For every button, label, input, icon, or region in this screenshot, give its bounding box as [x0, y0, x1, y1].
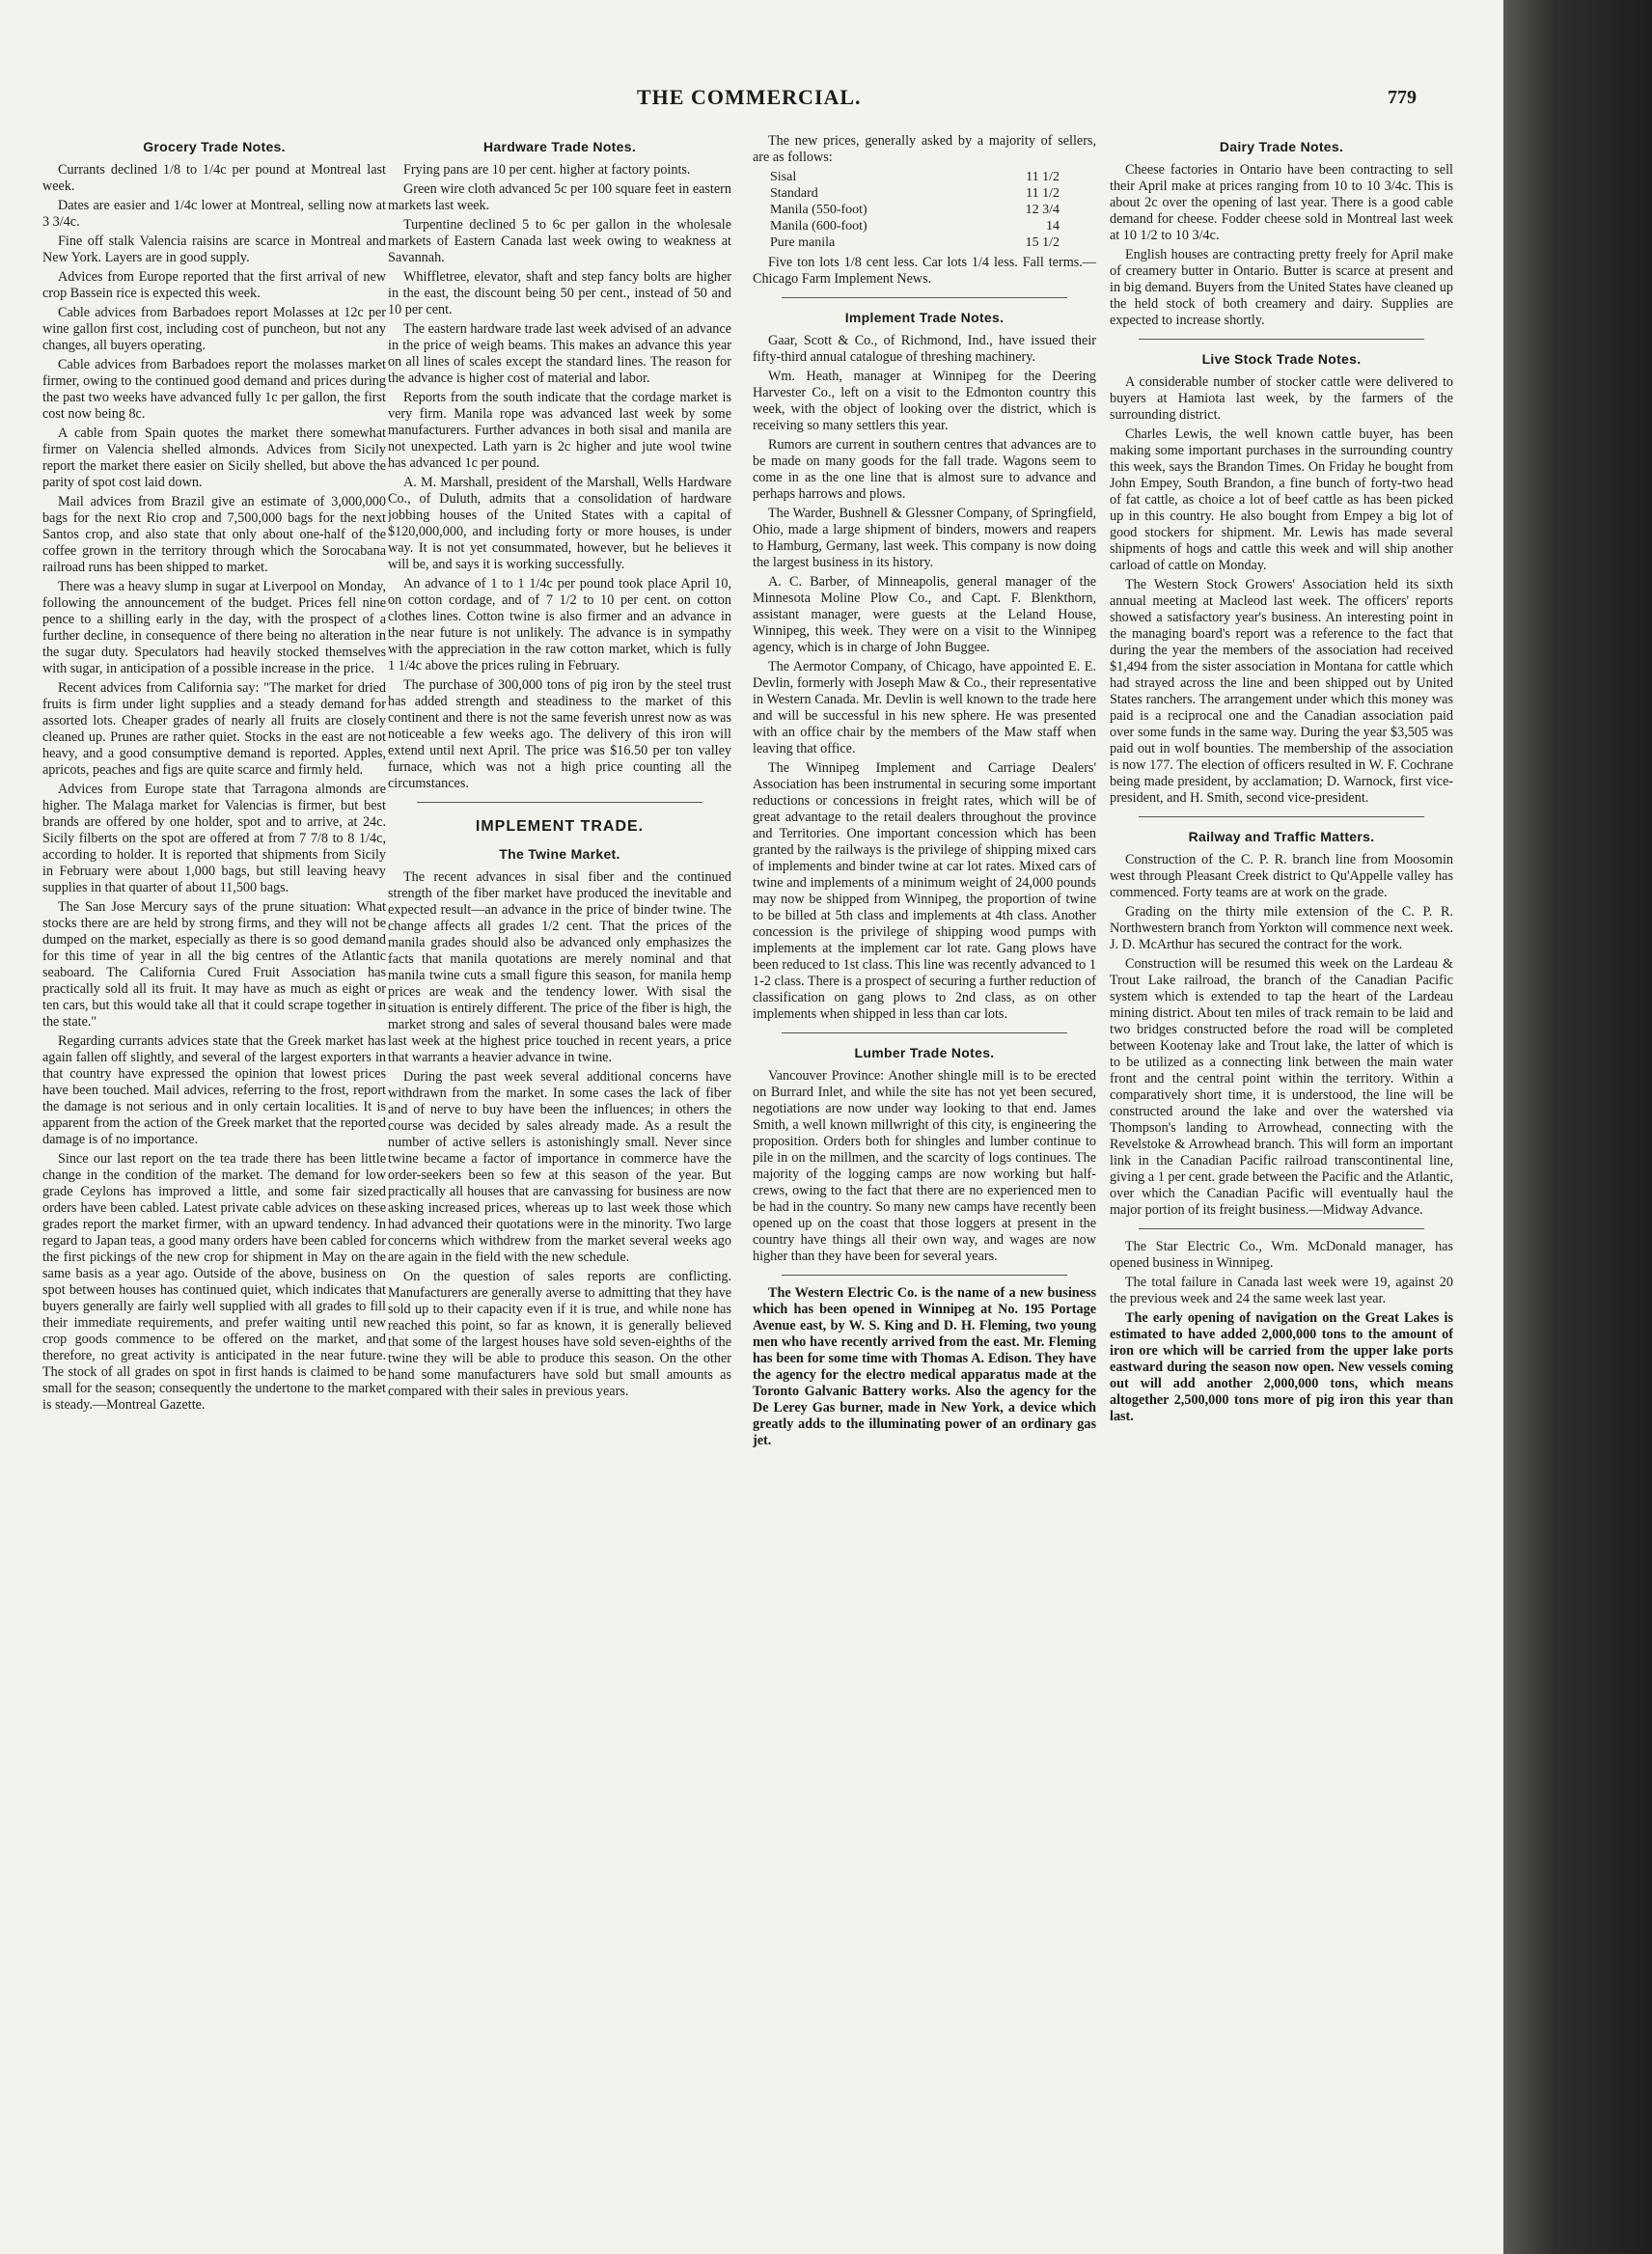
running-head	[0, 85, 1503, 114]
paragraph: A. C. Barber, of Minneapolis, general manager of the Minnesota Moline Plow Co., and Capt. F. Blenkthorn, assistant manager, were guests at the Leland House, Winnipeg, this week. They were on a visit to the Winnipeg agency, which is in charge of John Buggee.	[753, 574, 1096, 655]
paragraph: Cheese factories in Ontario have been contracting to sell their April make at prices ranging from 10 to 10 3/4c. This is about 2c over the opening of last year. There is a good cable demand for cheese. Fodder cheese sold in Montreal last week at 10 1/2 to 10 3/4c.	[1110, 162, 1453, 243]
price-value: 11 1/2	[1026, 170, 1060, 184]
paragraph: The eastern hardware trade last week advised of an advance in the price of weigh beams. This makes an advance this year on all lines of scales except the standard lines. The reason for the advance is higher cost of material and labor.	[388, 321, 731, 386]
paragraph: Charles Lewis, the well known cattle buyer, has been making some important purchases in the surrounding country this week, says the Brandon Times. On Friday he bought from John Empey, South Brandon, a fine bunch of forty-two head of fat cattle, as choice a lot of beef cattle as has been picked up in this country. He also bought from Empey a big lot of good stockers for shipment. Mr. Lewis has made several shipments of hogs and cattle this week and will ship another carload of cattle on Monday.	[1110, 426, 1453, 573]
paragraph: There was a heavy slump in sugar at Liverpool on Monday, following the announcement of the budget. Prices fell nine pence to a shilling early in the day, with the prospect of a further decline, in consequence of there being no alteration in the sugar duty. Speculators had heavily stocked themselves with sugar, in anticipation of a possible increase in the price.	[42, 579, 386, 676]
price-value: 15 1/2	[1025, 235, 1060, 250]
paragraph: Cable advices from Barbadoes report the molasses market firmer, owing to the continued good demand and prices during the past two weeks have advanced fully 1c per gallon, the first cost now being 8c.	[42, 357, 386, 422]
paragraph: Since our last report on the tea trade there has been little change in the condition of the market. The demand for low grade Ceylons has improved a little, and some fair sized orders have been cabled. Latest private cable advices on these grades report the market firmer, with an upward tendency. In regard to Japan teas, a good many orders have been cabled for the first pickings of the new crop for shipment in May on the same basis as a year ago. Outside of the above, business on spot between houses has continued quiet, which indicates that buyers generally are fairly well supplied with all grades to fill their immediate requirements, and prefer waiting until new crop goods commence to be offered on the market, and therefore, no great activity is anticipated in the near future. The stock of all grades on spot in first hands is claimed to be small for the season; consequently the undertone to the market is steady.—Montreal Gazette.	[42, 1151, 386, 1413]
price-grade: Standard	[770, 186, 818, 201]
paragraph: The Star Electric Co., Wm. McDonald manager, has opened business in Winnipeg.	[1110, 1239, 1453, 1271]
price-row	[770, 202, 1060, 218]
price-row	[770, 218, 1060, 234]
paragraph: The Western Stock Growers' Association held its sixth annual meeting at Macleod last week. The officers' reports showed a satisfactory year's business. An interesting point in the managing board's report was a reference to the fact that during the year the members of the association had received $1,494 from the sister association in Montana for cattle which had strayed across the line and been shipped out by United States ranchers. The arrangement under which this money was paid is a reciprocal one and the Canadian association paid over some funds in the same way. During the year $3,505 was paid out in wolf bounties. The membership of the association is now 177. The election of officers resulted in W. F. Cochrane being made president, by acclamation; D. Warnock, first vice-president, and H. Smith, second vice-president.	[1110, 577, 1453, 806]
paragraph: Advices from Europe reported that the first arrival of new crop Bassein rice is expected this week.	[42, 269, 386, 301]
hardware-notes-heading: Hardware Trade Notes.	[482, 139, 637, 154]
paragraph: Fine off stalk Valencia raisins are scarce in Montreal and New York. Layers are in good supply.	[42, 234, 386, 265]
paragraph: The Aermotor Company, of Chicago, have appointed E. E. Devlin, formerly with Joseph Maw & Co., their representative in Western Canada. Mr. Devlin is well known to the trade here and will be successful in his new sphere. He was presented with an office chair by the members of the Maw staff when leaving that office.	[753, 659, 1096, 756]
implement-notes-heading: Implement Trade Notes.	[844, 310, 1005, 325]
paragraph: Wm. Heath, manager at Winnipeg for the Deering Harvester Co., left on a visit to the Edmonton country this week, with the object of looking over the district, which is receiving so many settlers this year.	[753, 369, 1096, 433]
price-value: 11 1/2	[1026, 186, 1060, 201]
price-grade: Manila (600-foot)	[770, 219, 867, 234]
paragraph: Mail advices from Brazil give an estimate of 3,000,000 bags for the next Rio crop and 7,500,000 bags for the next Santos crop, and also state that only about one-half of the coffee grown in the territory through which the Sorocabana railroad runs has been shipped to market.	[42, 494, 386, 575]
paragraph: Regarding currants advices state that the Greek market has again fallen off slightly, and several of the largest exporters in that country have expressed the opinion that lowest prices have been touched. Mail advices, referring to the frost, report the damage is not serious and in only certain localities. It is apparent from the action of the Greek market that the reported damage is of no importance.	[42, 1033, 386, 1147]
section-divider	[1139, 339, 1424, 340]
paragraph: The new prices, generally asked by a majority of sellers, are as follows:	[753, 133, 1096, 165]
section-divider	[782, 1032, 1067, 1033]
section-divider	[1139, 816, 1424, 817]
paragraph: Rumors are current in southern centres that advances are to be made on many goods for the fall trade. Wagons seem to come in as the one line that is almost sure to advance and perhaps harrows and plows.	[753, 437, 1096, 502]
paragraph: Advices from Europe state that Tarragona almonds are higher. The Malaga market for Valencias is firmer, but best brands are offered by one holder, spot and to arrive, at 24c. Sicily filberts on the spot are offered at from 7 7/8 to 8 1/4c, according to holder. It is reported that shipments from Sicily in February were about 1,000 bags, but still leaving heavy supplies in that quarter of about 11,500 bags.	[42, 782, 386, 895]
column-2	[388, 127, 731, 2105]
paragraph: On the question of sales reports are conflicting. Manufacturers are generally averse to admitting that they have sold up to their capacity even if it is true, and while none has reached this point, so far as known, it is generally believed that some of the largest houses have sold seven-eighths of the twine they will be able to produce this season. On the other hand some manufacturers have sold but small amounts as compared with their sales in previous years.	[388, 1269, 731, 1399]
section-divider	[782, 297, 1067, 298]
price-row	[770, 185, 1060, 202]
paragraph: A considerable number of stocker cattle were delivered to buyers at Hamiota last week, by the farmers of the surrounding district.	[1110, 374, 1453, 423]
paragraph: The Winnipeg Implement and Carriage Dealers' Association has been instrumental in securing some important reductions or concessions in freight rates, which will be of great advantage to the retail dealers throughout the province and Territories. One important concession which has been granted by the railways is the privilege of shipping mixed cars of implements and binder twine at car lot rates. Mixed cars of twine and implements of a minimum weight of 24,000 pounds may now be shipped from Winnipeg, the proportion of twine to be billed at 5th class and implements at 4th class. Another concession is the privilege of shipping wood pumps with implements at the implement car lot rate. Gang plows have been reduced to 1st class. This line was recently advanced to 1 1-2 class. There is a prospect of securing a further reduction of classification on gang plows to 2nd class, as on other implements when shipped in less than car lots.	[753, 760, 1096, 1022]
paragraph: The Warder, Bushnell & Glessner Company, of Springfield, Ohio, made a large shipment of binders, mowers and reapers to Hamburg, Germany, last week. This company is now doing the largest business in its history.	[753, 506, 1096, 570]
paragraph: Cable advices from Barbadoes report Molasses at 12c per wine gallon first cost, including cost of puncheon, but not any changes, all buyers operating.	[42, 305, 386, 353]
paragraph: Construction will be resumed this week on the Lardeau & Trout Lake railroad, the branch of the Canadian Pacific system which is extended to tap the heart of the Lardeau mining district. About ten miles of track remain to be laid and two bridges constructed before the road will be completed between Kootenay lake and Trout lake, the latter of which is to be utilized as a connecting link between the main water front and the central point within the territory. Within a comparatively short time, it is understood, the line will be constructed around the lake and over the watershed via Thompson's landing to Arrowhead, connecting with the Revelstoke & Arrowhead branch. This will form an important link in the Canadian Pacific railroad transcontinental line, giving a 1 per cent. grade between the Pacific and the Atlantic, over which the Canadian Pacific will eventually haul the major portion of its freight business.—Midway Advance.	[1110, 956, 1453, 1218]
paragraph: The purchase of 300,000 tons of pig iron by the steel trust has added strength and steadiness to the market of this continent and there is not the same feverish unrest now as was noticeable a few weeks ago. The delivery of this iron will extend until next April. The price was $16.50 per ton valley furnace, which was not a high price counting all the circumstances.	[388, 677, 731, 791]
column-1	[42, 127, 386, 2105]
paragraph: Reports from the south indicate that the cordage market is very firm. Manila rope was advanced last week by some manufacturers. Further advances in both sisal and manila are not unexpected. Lath yarn is 2c higher and jute wool twine has advanced 1c per pound.	[388, 390, 731, 471]
paragraph: A cable from Spain quotes the market there somewhat firmer on Valencia shelled almonds. Advices from Sicily report the market there easier on Sicily shelled, but above the parity of spot cost laid down.	[42, 426, 386, 490]
paragraph: Vancouver Province: Another shingle mill is to be erected on Burrard Inlet, and while the site has not yet been secured, negotiations are now under way looking to that end. James Smith, a well known millwright of this city, is engineering the proposition. Orders both for shingles and lumber continue to pile in on the millmen, and the scarcity of logs continues. The majority of the logging camps are now working but half-crews, owing to the fact that there are no experienced men to be had in the country. So many new camps have recently been opened up on the coast that those loggers at present in the country have things all their own way, and wages are now higher than they have been for several years.	[753, 1068, 1096, 1264]
paragraph: Five ton lots 1/8 cent less. Car lots 1/4 less. Fall terms.—Chicago Farm Implement News.	[753, 255, 1096, 287]
twine-market-heading: The Twine Market.	[499, 846, 620, 862]
railway-notes-heading: Railway and Traffic Matters.	[1188, 829, 1375, 844]
price-value: 14	[1046, 219, 1060, 234]
paragraph: Gaar, Scott & Co., of Richmond, Ind., have issued their fifty-third annual catalogue of threshing machinery.	[753, 333, 1096, 365]
paragraph: The recent advances in sisal fiber and the continued strength of the fiber market have produced the inevitable and expected result—an advance in the price of binder twine. The change affects all grades 1/2 cent. That the prices of the manila grades should also be advanced only emphasizes the facts that manila quotations are merely nominal and that manila twine cuts a small figure this season, for manila hemp prices are weak and the tendency lower. With sisal the situation is entirely different. The price of the fiber is high, the market strong and sales of several thousand bales were made last week at the highest price touched in recent years, a price that warrants a heavier advance in twine.	[388, 869, 731, 1065]
twine-price-table	[770, 169, 1060, 251]
paragraph: The San Jose Mercury says of the prune situation: What stocks there are are held by strong firms, and they will not be dumped on the market, especially as there is so good demand for this time of year in all the big centres of the Atlantic seaboard. The California Cured Fruit Association has practically sold all its fruit. It may have as much as eight or ten cars, but this would take all that it could scrape together in the state."	[42, 899, 386, 1030]
price-value: 12 3/4	[1025, 203, 1060, 217]
paragraph: A. M. Marshall, president of the Marshall, Wells Hardware Co., of Duluth, admits that a consolidation of hardware jobbing houses of the United States with a capital of $120,000,000, and including forty or more houses, is under way. It is not yet consummated, however, but he believes it will be, and says it is working successfully.	[388, 475, 731, 572]
column-4	[1110, 127, 1453, 2105]
paragraph: The Western Electric Co. is the name of a new business which has been opened in Winnipeg at No. 195 Portage Avenue east, by W. S. King and D. H. Fleming, two young men who have recently arrived from the east. Mr. Fleming has been for some time with Thomas A. Edison. They have the agency for the electro medical apparatus made at the Toronto Galvanic Battery works. Also the agency for the De Lerey Gas burner, made in New York, a device which greatly adds to the illuminating power of an ordinary gas jet.	[753, 1285, 1096, 1448]
paragraph: Whiffletree, elevator, shaft and step fancy bolts are higher in the east, the discount being 50 per cent., instead of 50 and 10 per cent.	[388, 269, 731, 317]
publication-title: THE COMMERCIAL.	[637, 85, 862, 109]
price-row	[770, 234, 1060, 251]
grocery-notes-heading: Grocery Trade Notes.	[143, 139, 286, 154]
implement-trade-heading: IMPLEMENT TRADE.	[475, 818, 645, 835]
price-grade: Pure manila	[770, 235, 836, 250]
price-grade: Sisal	[770, 170, 797, 184]
section-divider	[417, 802, 702, 803]
paragraph: Grading on the thirty mile extension of the C. P. R. Northwestern branch from Yorkton will commence next week. J. D. McArthur has secured the contract for the work.	[1110, 904, 1453, 952]
paragraph: The early opening of navigation on the Great Lakes is estimated to have added 2,000,000 tons to the amount of iron ore which will be carried from the upper lake ports eastward during the season now open. New vessels coming out will add another 2,000,000 tons, which means altogether 2,500,000 tons more of pig iron this year than last.	[1110, 1310, 1453, 1424]
section-divider	[782, 1275, 1067, 1276]
price-row	[770, 169, 1060, 185]
paragraph: The total failure in Canada last week were 19, against 20 the previous week and 24 the same week last year.	[1110, 1275, 1453, 1306]
paragraph: Recent advices from California say: "The market for dried fruits is firm under light supplies and a steady demand for assorted lots. Cheaper grades of nearly all fruits are closely cleaned up. Prunes are rather quiet. Stocks in the east are not heavy, and a good consumptive demand is reported. Apples, apricots, peaches and figs are quite scarce and firmly held.	[42, 680, 386, 778]
dairy-notes-heading: Dairy Trade Notes.	[1219, 139, 1344, 154]
paragraph: An advance of 1 to 1 1/4c per pound took place April 10, on cotton cordage, and of 7 1/2 to 10 per cent. on cotton clothes lines. Cotton twine is also firmer and an advance in the near future is not unlikely. The advance is in sympathy with the appreciation in the raw cotton market, which is fully 1 1/4c above the prices ruling in February.	[388, 576, 731, 673]
paragraph: Construction of the C. P. R. branch line from Moosomin west through Pleasant Creek district to Qu'Appelle valley has commenced. Forty teams are at work on the grade.	[1110, 852, 1453, 900]
paragraph: Currants declined 1/8 to 1/4c per pound at Montreal last week.	[42, 162, 386, 194]
paragraph: Green wire cloth advanced 5c per 100 square feet in eastern markets last week.	[388, 181, 731, 213]
section-divider	[1139, 1228, 1424, 1229]
paragraph: English houses are contracting pretty freely for April make of creamery butter in Ontario. Butter is scarce at present and in big demand. Buyers from the United States have cleaned up the held stock of both creamery and dairy. Supplies are expected to increase shortly.	[1110, 247, 1453, 328]
price-grade: Manila (550-foot)	[770, 203, 867, 217]
paragraph: Dates are easier and 1/4c lower at Montreal, selling now at 3 3/4c.	[42, 198, 386, 230]
paragraph: Turpentine declined 5 to 6c per gallon in the wholesale markets of Eastern Canada last week owing to weakness at Savannah.	[388, 217, 731, 265]
column-3	[753, 133, 1096, 2105]
page-binding-edge	[1503, 0, 1652, 2254]
paragraph: During the past week several additional concerns have withdrawn from the market. In some cases the lack of fiber and of nerve to buy have been the influences; in others the course was decided by sales already made. As a result the number of active sellers is astonishingly small. Never since twine became a factor of importance in commerce have the order-seekers been so few at this season of the year. But practically all houses that are canvassing for business are now asking increased prices, whereas up to last week those which had advanced their quotations were in the minority. Two large concerns which withdrew from the market several weeks ago are again in the field with the new schedule.	[388, 1069, 731, 1265]
lumber-notes-heading: Lumber Trade Notes.	[854, 1045, 995, 1060]
page-number: 779	[1388, 87, 1417, 108]
paragraph: Frying pans are 10 per cent. higher at factory points.	[403, 162, 691, 178]
livestock-notes-heading: Live Stock Trade Notes.	[1201, 351, 1362, 367]
